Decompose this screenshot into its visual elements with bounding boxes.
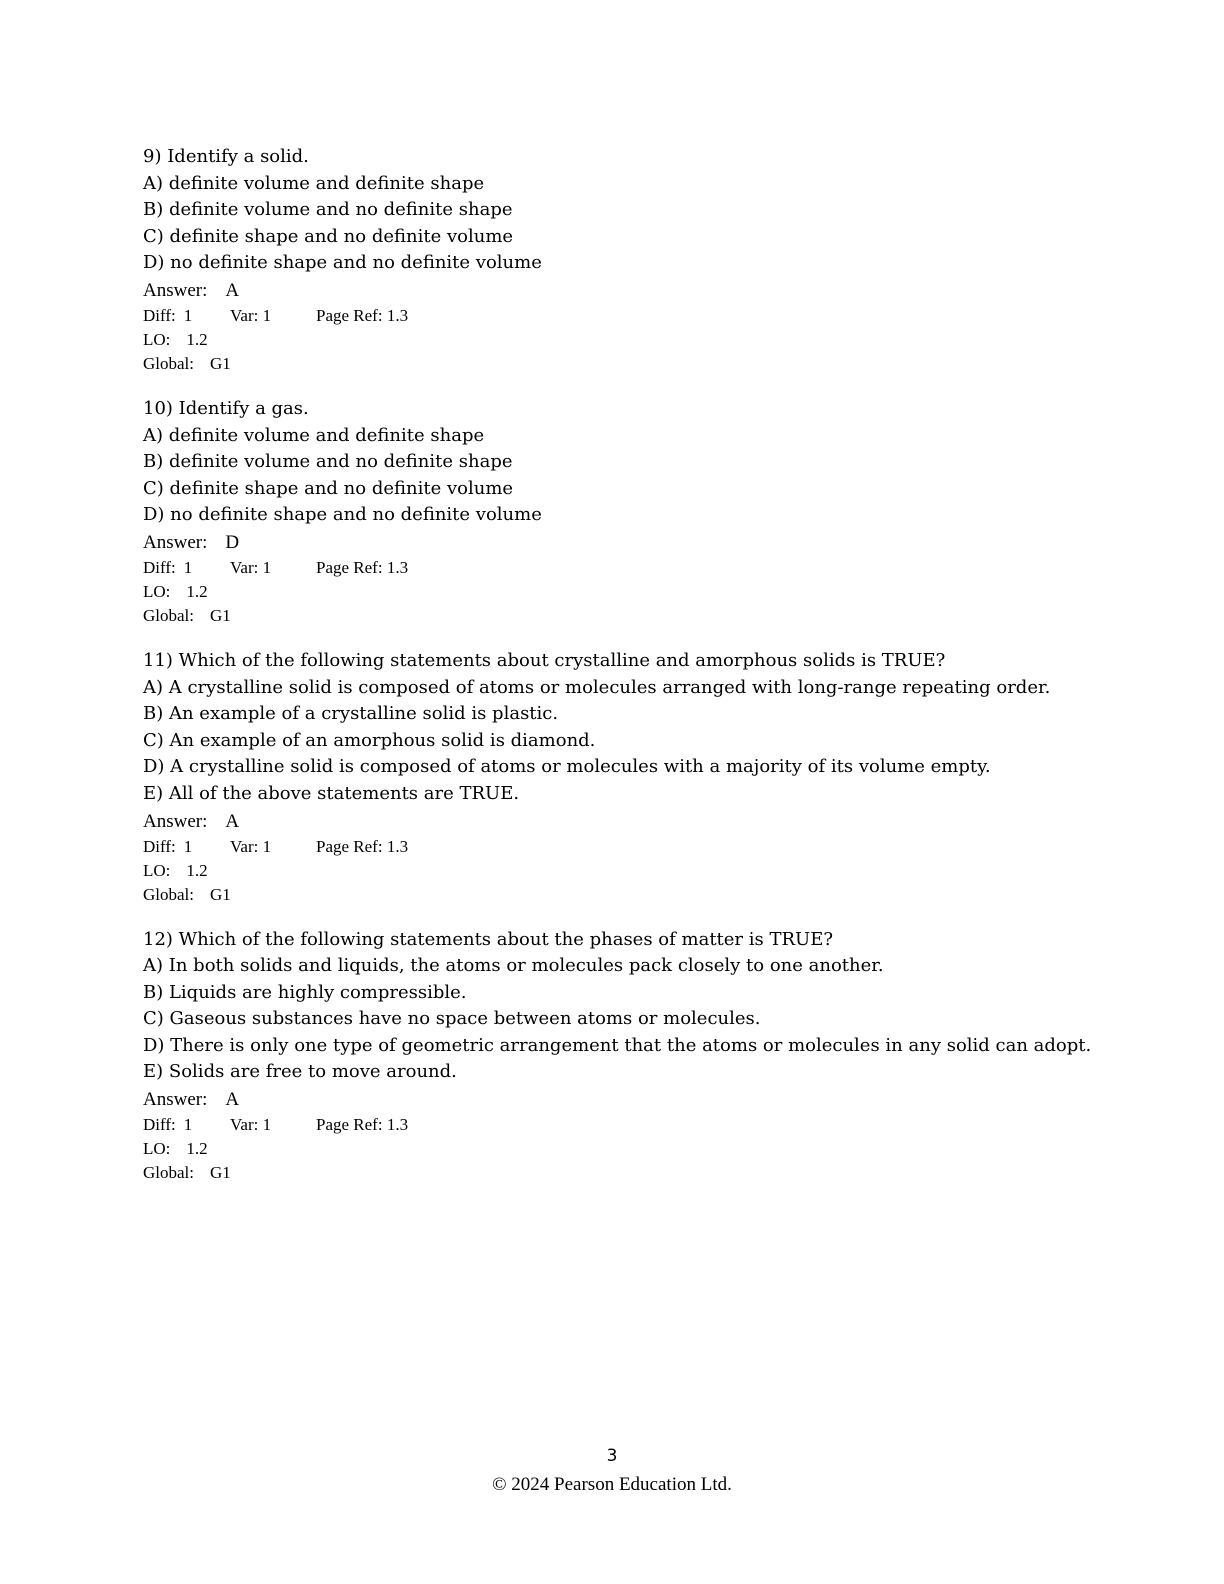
var-label: Var:: [230, 557, 259, 577]
option-d: D) A crystalline solid is composed of atoms or molecules with a majority of its volume empty.: [143, 756, 991, 778]
var-label: Var:: [230, 1115, 259, 1135]
page-ref-value: 1.3: [386, 1115, 409, 1135]
lo-value: 1.2: [186, 860, 208, 880]
option-b: B) definite volume and no definite shape: [143, 199, 513, 221]
copyright-notice: © 2024 Pearson Education Ltd.: [492, 1474, 732, 1495]
var-label: Var:: [230, 836, 259, 856]
diff-label: Diff:: [143, 305, 176, 325]
diff-label: Diff:: [143, 557, 176, 577]
option-e: E) All of the above statements are TRUE.: [143, 782, 520, 804]
question-10: [143, 396, 1103, 628]
option-a: A) In both solids and liquids, the atoms or molecules pack closely to one another.: [143, 955, 884, 977]
global-line: [143, 604, 1103, 628]
global-value: G1: [210, 605, 231, 625]
diff-value: 1: [183, 836, 193, 856]
question-stem: 10) Identify a gas.: [143, 397, 309, 419]
answer-label: Answer:: [143, 279, 208, 301]
question-stem: 11) Which of the following statements about crystalline and amorphous solids is TRUE?: [143, 649, 946, 671]
page-number: 3: [606, 1446, 618, 1466]
lo-label: LO:: [143, 329, 171, 349]
global-value: G1: [210, 884, 231, 904]
lo-line: [143, 328, 1103, 352]
lo-label: LO:: [143, 1139, 171, 1159]
page-ref-label: Page Ref:: [316, 305, 383, 325]
lo-value: 1.2: [186, 1139, 208, 1159]
global-label: Global:: [143, 884, 194, 904]
option-c: C) definite shape and no definite volume: [143, 477, 514, 499]
question-list: [143, 144, 1103, 1205]
diff-value: 1: [183, 305, 193, 325]
option-a: A) definite volume and definite shape: [143, 172, 485, 194]
var-value: 1: [262, 557, 272, 577]
answer-value: A: [225, 1089, 240, 1111]
answer-label: Answer:: [143, 810, 208, 832]
global-value: G1: [210, 1163, 231, 1183]
global-line: [143, 883, 1103, 907]
diff-value: 1: [183, 1115, 193, 1135]
option-e: E) Solids are free to move around.: [143, 1061, 457, 1083]
lo-line: [143, 859, 1103, 883]
option-d: D) no definite shape and no definite volume: [143, 504, 542, 526]
answer-line: [143, 529, 1103, 556]
meta-line: [143, 835, 1103, 859]
page-ref-value: 1.3: [386, 836, 409, 856]
option-b: B) Liquids are highly compressible.: [143, 981, 467, 1003]
option-a: A) A crystalline solid is composed of atoms or molecules arranged with long-range repeating order.: [143, 676, 1051, 698]
diff-label: Diff:: [143, 836, 176, 856]
global-label: Global:: [143, 353, 194, 373]
global-line: [143, 1161, 1103, 1185]
answer-label: Answer:: [143, 1089, 208, 1111]
option-c: C) An example of an amorphous solid is diamond.: [143, 729, 596, 751]
global-line: [143, 352, 1103, 376]
var-label: Var:: [230, 305, 259, 325]
meta-line: [143, 556, 1103, 580]
lo-line: [143, 1137, 1103, 1161]
question-stem: 9) Identify a solid.: [143, 146, 309, 167]
answer-value: D: [225, 531, 240, 553]
question-stem: 12) Which of the following statements about the phases of matter is TRUE?: [143, 928, 833, 950]
lo-value: 1.2: [186, 581, 208, 601]
option-d: D) no definite shape and no definite volume: [143, 252, 542, 274]
answer-label: Answer:: [143, 531, 208, 553]
answer-line: [143, 808, 1103, 835]
page-ref-value: 1.3: [386, 305, 409, 325]
lo-label: LO:: [143, 860, 171, 880]
page-ref-label: Page Ref:: [316, 557, 383, 577]
page-ref-label: Page Ref:: [316, 836, 383, 856]
global-label: Global:: [143, 1163, 194, 1183]
option-c: C) definite shape and no definite volume: [143, 225, 514, 247]
option-b: B) An example of a crystalline solid is plastic.: [143, 703, 559, 725]
page-ref-label: Page Ref:: [316, 1115, 383, 1135]
answer-value: A: [225, 279, 240, 301]
answer-line: [143, 1086, 1103, 1113]
option-d: D) There is only one type of geometric arrangement that the atoms or molecules in any solid can adopt.: [143, 1034, 1092, 1056]
global-label: Global:: [143, 605, 194, 625]
diff-label: Diff:: [143, 1115, 176, 1135]
var-value: 1: [262, 305, 272, 325]
diff-value: 1: [183, 557, 193, 577]
var-value: 1: [262, 1115, 272, 1135]
question-11: [143, 648, 1103, 907]
answer-value: A: [225, 810, 240, 832]
var-value: 1: [262, 836, 272, 856]
meta-line: [143, 304, 1103, 328]
answer-line: [143, 277, 1103, 304]
lo-line: [143, 580, 1103, 604]
option-b: B) definite volume and no definite shape: [143, 451, 513, 473]
lo-value: 1.2: [186, 329, 208, 349]
question-9: [143, 144, 1103, 376]
page-ref-value: 1.3: [386, 557, 409, 577]
option-c: C) Gaseous substances have no space between atoms or molecules.: [143, 1008, 761, 1030]
question-12: [143, 927, 1103, 1186]
option-a: A) definite volume and definite shape: [143, 424, 485, 446]
meta-line: [143, 1113, 1103, 1137]
global-value: G1: [210, 353, 231, 373]
lo-label: LO:: [143, 581, 171, 601]
